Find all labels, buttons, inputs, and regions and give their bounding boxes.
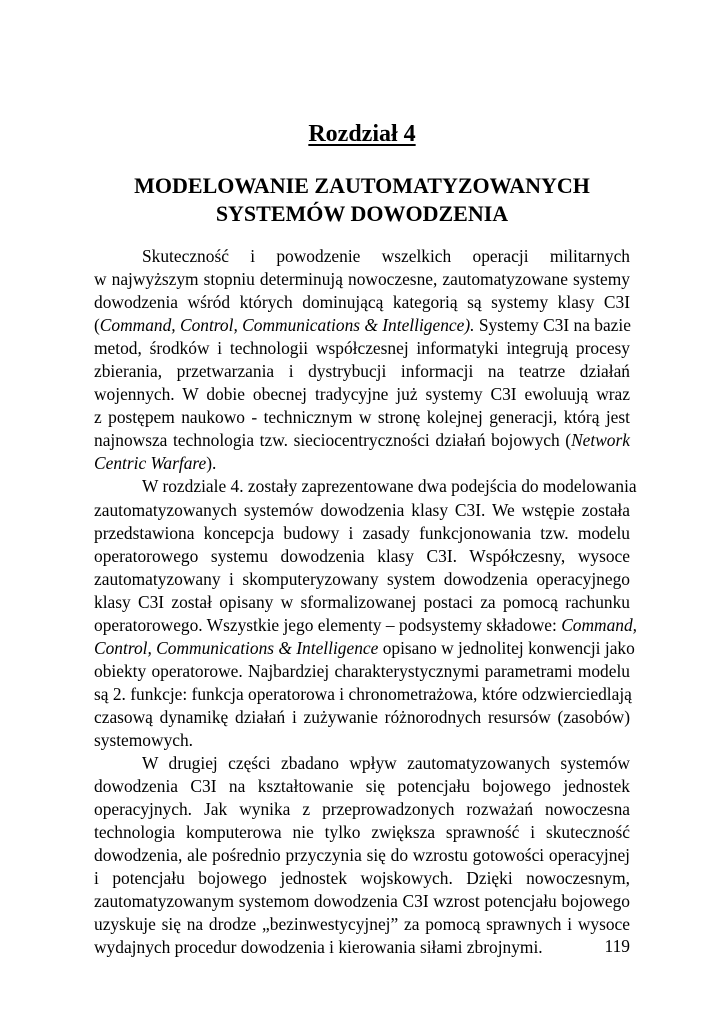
paragraph-line: są 2. funkcje: funkcja operatorowa i chronometrażowa, które odzwierciedlają	[94, 683, 632, 704]
paragraph-line: wojennych. W dobie obecnej tradycyjne już systemy C3I ewoluują wraz	[94, 384, 630, 405]
section-title	[94, 172, 630, 228]
paragraph-line: uzyskuje się na drodze „bezinwestycyjnej” za pomocą sprawnych i wysoce	[94, 914, 630, 935]
paragraph-line: W rozdziale 4. zostały zaprezentowane dwa podejścia do modelowania	[142, 476, 637, 497]
paragraph-line: dowodzenia wśród których dominującą kategorią są systemy klasy C3I	[94, 292, 630, 313]
paragraph-line: czasową dynamikę działań i zużywanie różnorodnych resursów (zasobów)	[94, 706, 630, 727]
paragraph-line: najnowsza technologia tzw. sieciocentryczności działań bojowych (Network	[94, 430, 630, 451]
paragraph-line: metod, środków i technologii współczesnej informatyki integrują procesy	[94, 338, 630, 359]
paragraph-line: zautomatyzowanym systemom dowodzenia C3I wzrost potencjału bojowego	[94, 891, 630, 912]
paragraph-line: obiekty operatorowe. Najbardziej charakterystycznymi parametrami modelu	[94, 660, 630, 681]
paragraph-line: klasy C3I został opisany w sformalizowanej postaci za pomocą rachunku	[94, 591, 630, 612]
body-text	[94, 245, 638, 959]
section-title-line: SYSTEMÓW DOWODZENIA	[215, 201, 509, 226]
document-page	[94, 0, 638, 1024]
paragraph-line: Centric Warfare).	[94, 453, 217, 474]
paragraph-line: zautomatyzowany i skomputeryzowany system dowodzenia operacyjnego	[94, 568, 630, 589]
paragraph-line: systemowych.	[94, 729, 194, 750]
paragraph-line: dowodzenia, ale pośrednio przyczynia się do wzrostu gotowości operacyjnej	[94, 845, 630, 866]
paragraph-line: W drugiej części zbadano wpływ zautomatyzowanych systemów	[142, 753, 630, 774]
paragraph-line: zautomatyzowanych systemów dowodzenia klasy C3I. We wstępie została	[94, 499, 630, 520]
paragraph-line: (Command, Control, Communications & Intelligence). Systemy C3I na bazie	[94, 315, 631, 336]
page-number: 119	[604, 936, 630, 956]
paragraph-line: zbierania, przetwarzania i dystrybucji informacji na teatrze działań	[94, 361, 630, 382]
paragraph-line: technologia komputerowa nie tylko zwiększa sprawność i skuteczność	[94, 822, 630, 843]
paragraph-line: w najwyższym stopniu determinują nowoczesne, zautomatyzowane systemy	[94, 269, 630, 290]
section-title-line: MODELOWANIE ZAUTOMATYZOWANYCH	[134, 173, 590, 198]
paragraph-line: i potencjału bojowego jednostek wojskowych. Dzięki nowoczesnym,	[94, 868, 630, 889]
paragraph-line: z postępem naukowo - technicznym w stronę kolejnej generacji, którą jest	[94, 407, 630, 428]
paragraph-line: dowodzenia C3I na kształtowanie się potencjału bojowego jednostek	[94, 776, 630, 797]
paragraph	[94, 245, 630, 475]
paragraph	[94, 752, 630, 959]
paragraph-line: Skuteczność i powodzenie wszelkich operacji militarnych	[142, 246, 630, 266]
paragraph-line: operatorowego systemu dowodzenia klasy C3I. Współczesny, wysoce	[94, 545, 630, 566]
paragraph-line: wydajnych procedur dowodzenia i kierowania siłami zbrojnymi.	[94, 937, 543, 958]
chapter-title: Rozdział 4	[308, 121, 416, 147]
paragraph	[94, 475, 638, 752]
paragraph-line: Control, Communications & Intelligence opisano w jednolitej konwencji jako	[94, 637, 635, 658]
paragraph-line: operatorowego. Wszystkie jego elementy – podsystemy składowe: Command,	[94, 614, 638, 635]
paragraph-line: przedstawiona koncepcja budowy i zasady funkcjonowania tzw. modelu	[94, 522, 630, 543]
paragraph-line: operacyjnych. Jak wynika z przeprowadzonych rozważań nowoczesna	[94, 799, 630, 820]
